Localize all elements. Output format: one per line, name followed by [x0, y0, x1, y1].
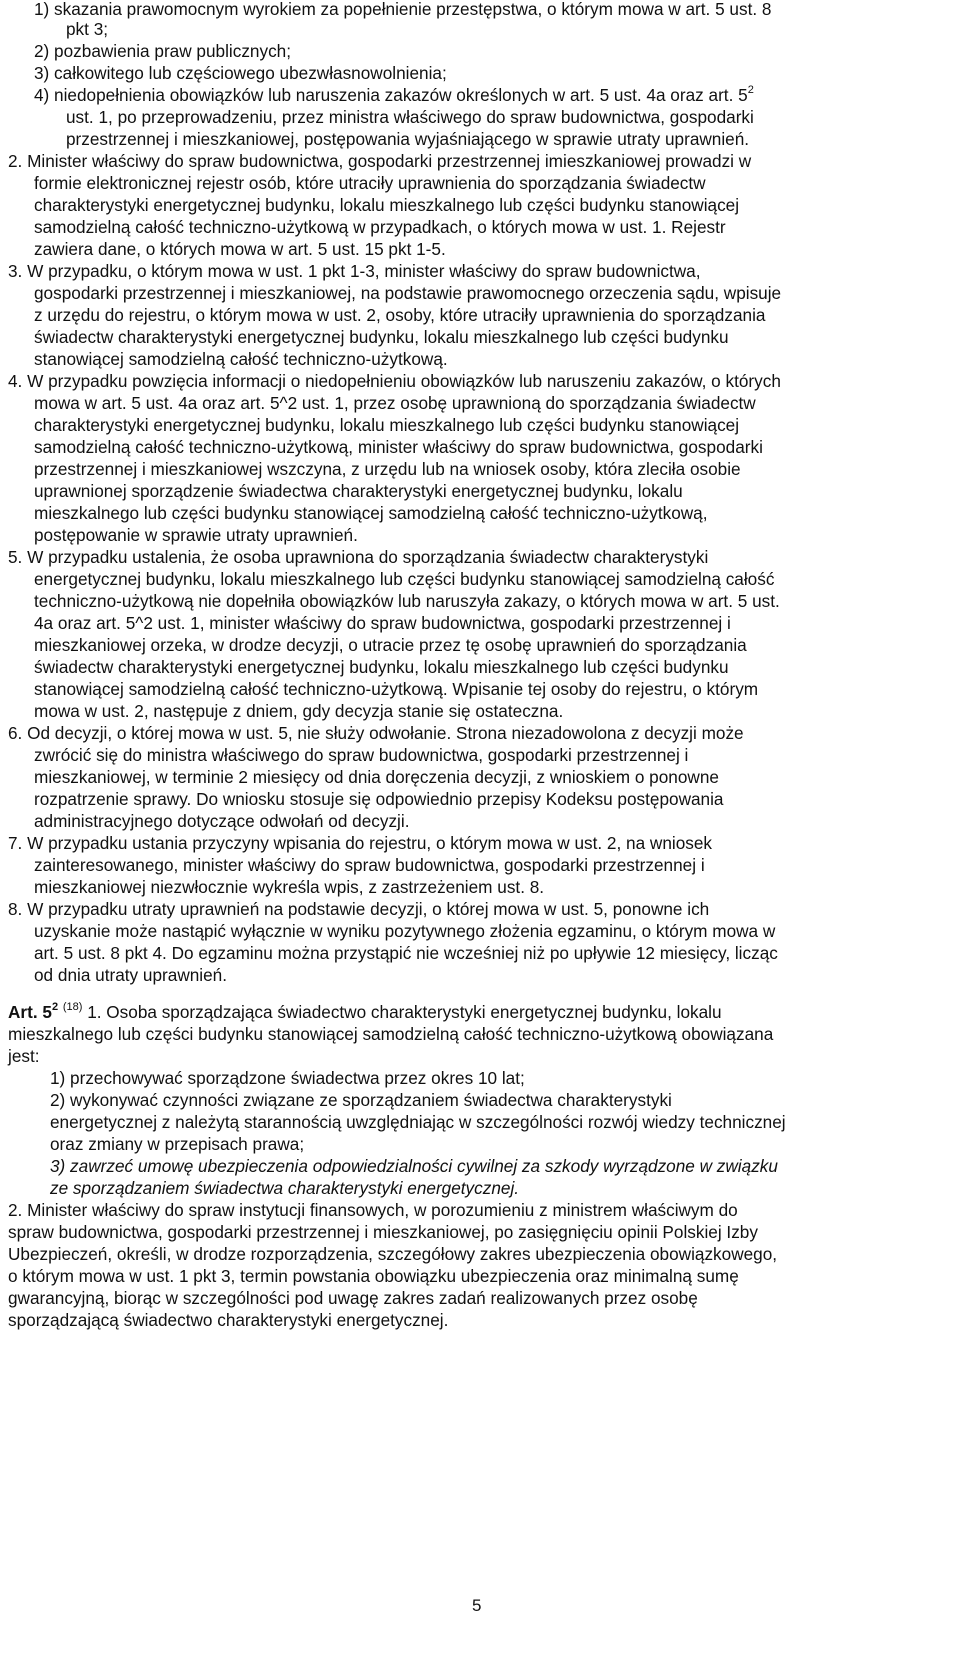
list-item: 1) skazania prawomocnym wyrokiem za popełnienie przestępstwa, o którym mowa w art. 5 ust. 8 — [34, 0, 772, 19]
text-line: zainteresowanego, minister właściwy do spraw budownictwa, gospodarki przestrzennej i — [34, 855, 705, 875]
text-line: przestrzennej i mieszkaniowej, postępowania wyjaśniającego w sprawie utraty uprawnień. — [66, 129, 750, 149]
text-line: jest: — [8, 1046, 40, 1066]
list-item: 2) pozbawienia praw publicznych; — [34, 41, 291, 61]
text-line: stanowiącej samodzielną całość techniczno-użytkową. Wpisanie tej osoby do rejestru, o którym — [34, 679, 759, 699]
footnote-marker: (18) — [62, 1001, 83, 1013]
text-line: formie elektronicznej rejestr osób, które utraciły uprawnienia do sporządzania świadectw — [34, 173, 706, 193]
text-line: od dnia utraty uprawnień. — [34, 965, 228, 985]
paragraph-8: 8. W przypadku utraty uprawnień na podstawie decyzji, o której mowa w ust. 5, ponowne ich — [8, 899, 710, 919]
text-line: mowa w ust. 2, następuje z dniem, gdy decyzja stanie się ostateczna. — [34, 701, 564, 721]
text-line: mieszkaniowej orzeka, w drodze decyzji, o utracie przez tę osobę uprawnień do sporządzania — [34, 635, 747, 655]
text-line: charakterystyki energetycznej budynku, lokalu mieszkalnego lub części budynku stanowiącej — [34, 415, 740, 435]
text-line: samodzielną całość techniczno-użytkową, minister właściwy do spraw budownictwa, gospodarki — [34, 437, 763, 457]
text-line: mieszkalnego lub części budynku stanowiącej samodzielną całość techniczno-użytkową obowiązana — [8, 1024, 774, 1044]
text-line: energetycznej z należytą starannością uwzględniając w szczególności rozwój wiedzy technicznej — [50, 1112, 786, 1132]
text-line-italic: ze sporządzaniem świadectwa charakterystyki energetycznej. — [50, 1178, 520, 1198]
paragraph-5: 5. W przypadku ustalenia, że osoba uprawniona do sporządzania świadectw charakterystyki — [8, 547, 709, 567]
text-line: rozpatrzenie sprawy. Do wniosku stosuje się odpowiednio przepisy Kodeksu postępowania — [34, 789, 724, 809]
text-line: spraw budownictwa, gospodarki przestrzennej i mieszkaniowej, po zasięgnięciu opinii Polskiej Izby — [8, 1222, 758, 1242]
paragraph-7: 7. W przypadku ustania przyczyny wpisania do rejestru, o którym mowa w ust. 2, na wniosek — [8, 833, 713, 853]
text-line: pkt 3; — [66, 19, 109, 39]
text-line: uzyskanie może nastąpić wyłącznie w wyniku pozytywnego złożenia egzaminu, o którym mowa w — [34, 921, 776, 941]
text-line: oraz zmiany w przepisach prawa; — [50, 1134, 305, 1154]
text-line: o którym mowa w ust. 1 pkt 3, termin powstania obowiązku ubezpieczenia oraz minimalną sumę — [8, 1266, 739, 1286]
text-line: świadectw charakterystyki energetycznej budynku, lokalu mieszkalnego lub części budynku — [34, 657, 729, 677]
paragraph-art5-2: 2. Minister właściwy do spraw instytucji finansowych, w porozumieniu z ministrem właściwym do — [8, 1200, 738, 1220]
text-line: gwarancyjną, biorąc w szczególności pod uwagę zakres zadań realizowanych przez osobę — [8, 1288, 698, 1308]
text-line: mieszkaniowej, w terminie 2 miesięcy od dnia doręczenia decyzji, z wnioskiem o ponowne — [34, 767, 719, 787]
text-line: art. 5 ust. 8 pkt 4. Do egzaminu można przystąpić nie wcześniej niż po upływie 12 miesięcy, licząc — [34, 943, 778, 963]
text-line: ust. 1, po przeprowadzeniu, przez ministra właściwego do spraw budownictwa, gospodarki — [66, 107, 754, 127]
list-item: 2) wykonywać czynności związane ze sporządzaniem świadectwa charakterystyki — [50, 1090, 672, 1110]
text-line: samodzielną całość techniczno-użytkową w przypadkach, o których mowa w ust. 1. Rejestr — [34, 217, 726, 237]
article-heading: Art. 5 — [8, 1002, 52, 1022]
paragraph-4: 4. W przypadku powzięcia informacji o niedopełnieniu obowiązków lub naruszeniu zakazów, o których — [8, 371, 781, 391]
text-line: techniczno-użytkową nie dopełniła obowiązków lub naruszyła zakazy, o których mowa w art. 5 ust. — [34, 591, 780, 611]
text-line: stanowiącej samodzielną całość techniczno-użytkową. — [34, 349, 448, 369]
list-item-italic: 3) zawrzeć umowę ubezpieczenia odpowiedzialności cywilnej za szkody wyrządzone w związku — [50, 1156, 778, 1176]
article-superscript: 2 — [51, 1001, 59, 1013]
text-line: postępowanie w sprawie utraty uprawnień. — [34, 525, 358, 545]
text-line: 4a oraz art. 5^2 ust. 1, minister właściwy do spraw budownictwa, gospodarki przestrzennej i — [34, 613, 731, 633]
list-item: 1) przechowywać sporządzone świadectwa przez okres 10 lat; — [50, 1068, 525, 1088]
paragraph-3: 3. W przypadku, o którym mowa w ust. 1 pkt 1-3, minister właściwy do spraw budownictwa, — [8, 261, 701, 281]
text-line: energetycznej budynku, lokalu mieszkalnego lub części budynku stanowiącej samodzielną całość — [34, 569, 775, 589]
text-line: gospodarki przestrzennej i mieszkaniowej, na podstawie prawomocnego orzeczenia sądu, wpisuje — [34, 283, 782, 303]
text-line: uprawnionej sporządzenie świadectwa charakterystyki energetycznej budynku, lokalu — [34, 481, 683, 501]
paragraph-2: 2. Minister właściwy do spraw budownictwa, gospodarki przestrzennej imieszkaniowej prowadzi w — [8, 151, 752, 171]
text-line: 4) niedopełnienia obowiązków lub naruszenia zakazów określonych w art. 5 ust. 4a oraz art. 5 — [34, 85, 748, 105]
text-line: administracyjnego dotyczące odwołań od decyzji. — [34, 811, 410, 831]
text-line: zwrócić się do ministra właściwego do spraw budownictwa, gospodarki przestrzennej i — [34, 745, 689, 765]
text-line: Ubezpieczeń, określi, w drodze rozporządzenia, szczegółowy zakres ubezpieczenia obowiązkowego, — [8, 1244, 778, 1264]
text-line: sporządzającą świadectwo charakterystyki energetycznej. — [8, 1310, 449, 1330]
text-line: charakterystyki energetycznej budynku, lokalu mieszkalnego lub części budynku stanowiącej — [34, 195, 740, 215]
list-item: 3) całkowitego lub częściowego ubezwłasnowolnienia; — [34, 63, 447, 83]
superscript: 2 — [747, 84, 754, 96]
text-line: zawiera dane, o których mowa w art. 5 ust. 15 pkt 1-5. — [34, 239, 446, 259]
text-line: mowa w art. 5 ust. 4a oraz art. 5^2 ust. 1, przez osobę uprawnioną do sporządzania świadectw — [34, 393, 756, 413]
text-line: świadectw charakterystyki energetycznej budynku, lokalu mieszkalnego lub części budynku — [34, 327, 729, 347]
text-line: 1. Osoba sporządzająca świadectwo charakterystyki energetycznej budynku, lokalu — [87, 1002, 722, 1022]
text-line: z urzędu do rejestru, o którym mowa w ust. 2, osoby, które utraciły uprawnienia do sporządzania — [34, 305, 766, 325]
text-line: mieszkaniowej niezwłocznie wykreśla wpis, z zastrzeżeniem ust. 8. — [34, 877, 545, 897]
text-line: mieszkalnego lub części budynku stanowiącej samodzielną całość techniczno-użytkową, — [34, 503, 708, 523]
text-line: przestrzennej i mieszkaniowej wszczyna, z urzędu lub na wniosek osoby, która zleciła osobie — [34, 459, 741, 479]
page-number: 5 — [472, 1596, 482, 1615]
paragraph-6: 6. Od decyzji, o której mowa w ust. 5, nie służy odwołanie. Strona niezadowolona z decyzji może — [8, 723, 744, 743]
